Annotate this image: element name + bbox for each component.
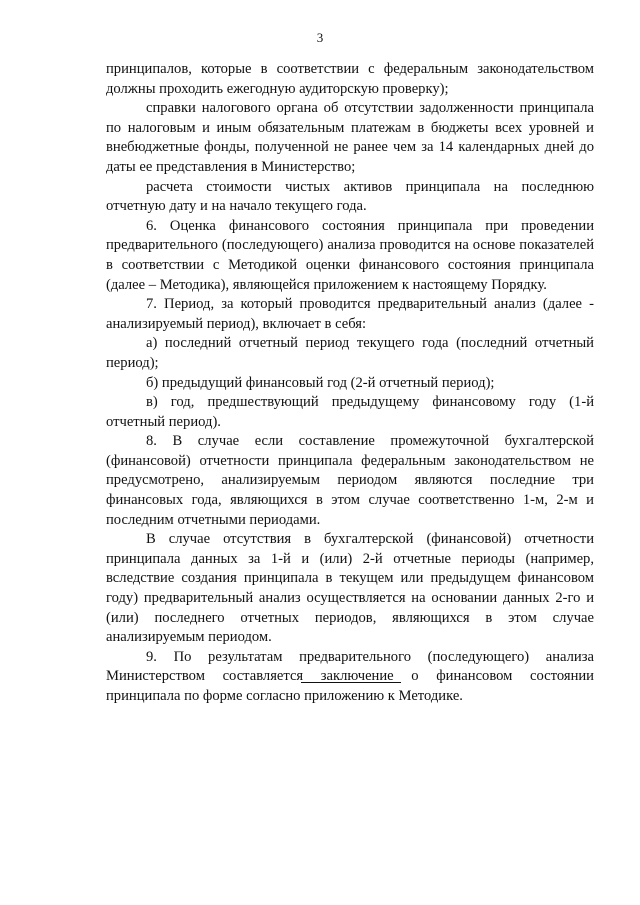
paragraph-item-7a: а) последний отчетный период текущего года (последний отчетный период); — [106, 335, 594, 371]
paragraph-tax-certificate: справки налогового органа об отсутствии задолженности принципала по налоговым и иным обязательным платежам в бюджеты всех уровней и внебюджетные фонды, полученной не ранее чем за 14 календарных дней до даты ее представления в Министерство; — [106, 100, 594, 175]
paragraph-item-6: 6. Оценка финансового состояния принципала при проведении предварительного (последующего) анализа проводится на основе показателей в соответствии с Методикой оценки финансового состояния принципала (далее – Методика), являющейся приложением к настоящему Порядку. — [106, 217, 594, 293]
page-number: 3 — [316, 30, 324, 45]
paragraph-item-7b: б) предыдущий финансовый год (2-й отчетный период); — [146, 374, 495, 391]
paragraph-item-8-absence: В случае отсутствия в бухгалтерской (финансовой) отчетности принципала данных за 1-й и (или) 2-й отчетные периоды (например, вследствие создания принципала в текущем или предыдущем финансовом году) предварительный анализ осуществляется на основании данных 2-го и (или) последнего отчетных периодов, являющихся в этом случае анализируемым периодом. — [106, 531, 594, 646]
paragraph-continuation: принципалов, которые в соответствии с федеральным законодательством должны проходить ежегодную аудиторскую проверку); — [106, 61, 594, 97]
paragraph-item-9: 9. По результатам предварительного (последующего) анализа Министерством составляется заключение о финансовом состоянии принципала по форме согласно приложению к Методике. — [106, 648, 594, 704]
paragraph-item-7c: в) год, предшествующий предыдущему финансовому году (1-й отчетный период). — [106, 394, 594, 430]
closing-divider — [301, 682, 401, 683]
document-body — [106, 60, 594, 707]
paragraph-net-assets: расчета стоимости чистых активов принципала на последнюю отчетную дату и на начало текущего года. — [106, 178, 594, 215]
paragraph-item-7: 7. Период, за который проводится предварительный анализ (далее - анализируемый период), включает в себя: — [106, 296, 594, 332]
paragraph-item-8: 8. В случае если составление промежуточной бухгалтерской (финансовой) отчетности принципала федеральным законодательством не предусмотрено, анализируемым периодом являются последние три финансовых года, являющихся в этом случае соответственно 1-м, 2-м и последним отчетными периодами. — [106, 433, 594, 528]
